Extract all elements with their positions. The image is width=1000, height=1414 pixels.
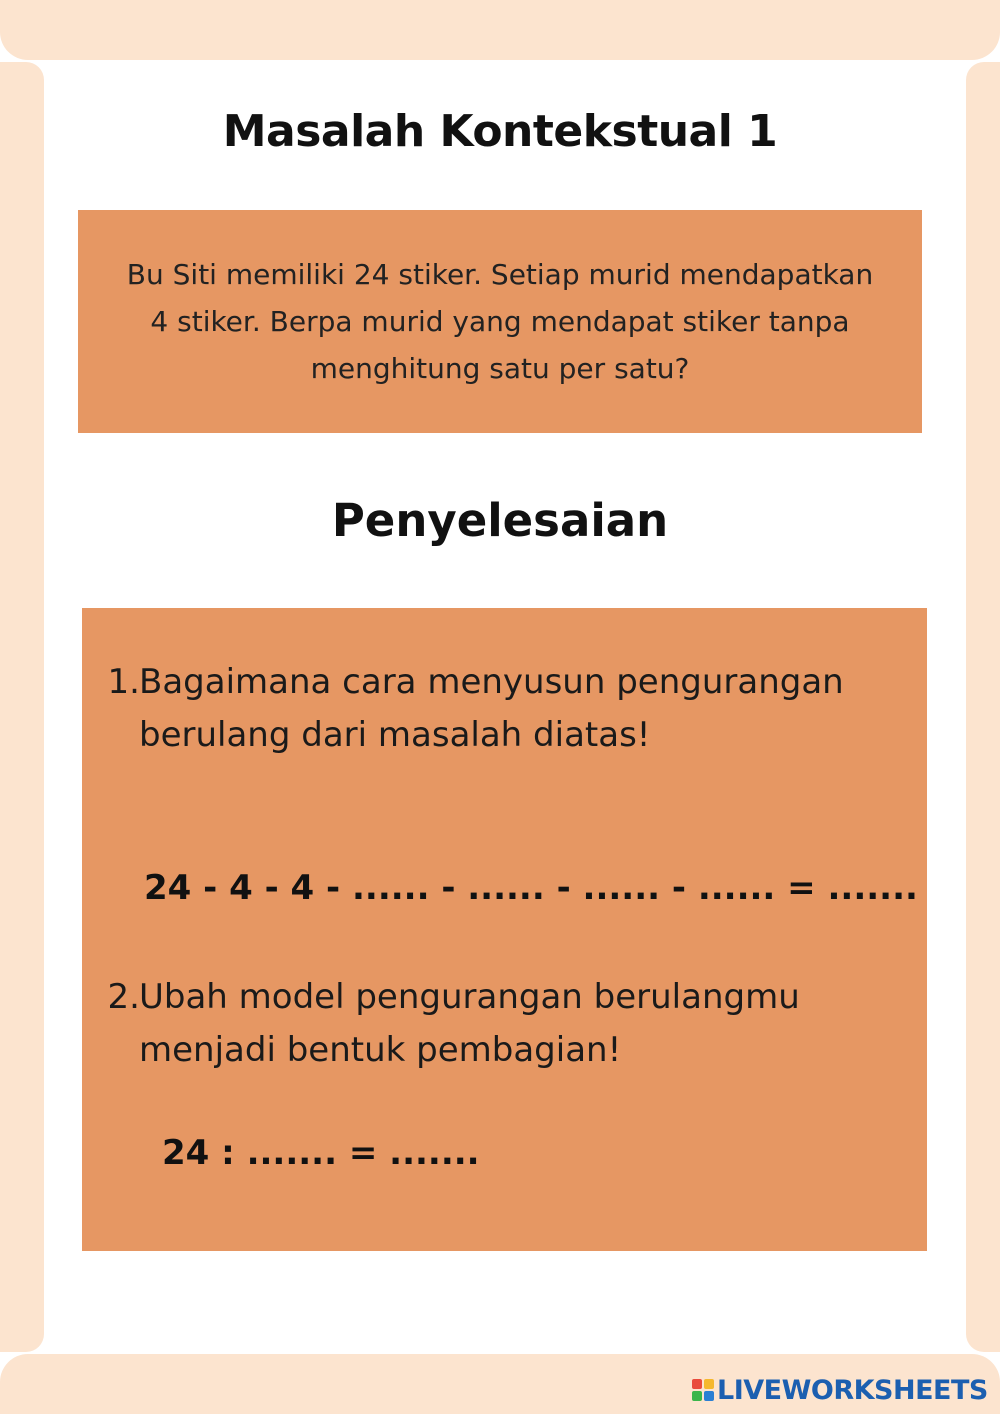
question-1-number: 1.	[107, 662, 140, 702]
frame-right-border	[966, 62, 1000, 1352]
division-equation[interactable]: 24 : ....... = .......	[162, 1133, 480, 1173]
liveworksheets-watermark	[692, 1374, 988, 1406]
watermark-text: LIVEWORKSHEETS	[717, 1374, 988, 1406]
frame-top-border	[0, 0, 1000, 60]
liveworksheets-logo-icon	[692, 1379, 714, 1401]
repeated-subtraction-equation[interactable]: 24 - 4 - 4 - ...... - ...... - ...... - ...... = .......	[144, 868, 918, 908]
page-title: Masalah Kontekstual 1	[222, 106, 778, 157]
solution-heading: Penyelesaian	[331, 494, 669, 547]
solution-box	[82, 608, 927, 1251]
question-2-text: Ubah model pengurangan berulangmu menjadi bentuk pembagian!	[139, 977, 800, 1070]
problem-box	[78, 210, 922, 433]
question-1-text: Bagaimana cara menyusun pengurangan berulang dari masalah diatas!	[139, 662, 844, 755]
question-2-number: 2.	[107, 977, 140, 1017]
problem-text: Bu Siti memiliki 24 stiker. Setiap murid mendapatkan 4 stiker. Berpa murid yang mendapat stiker tanpa menghitung satu per satu?	[126, 258, 874, 385]
frame-left-border	[0, 62, 44, 1352]
